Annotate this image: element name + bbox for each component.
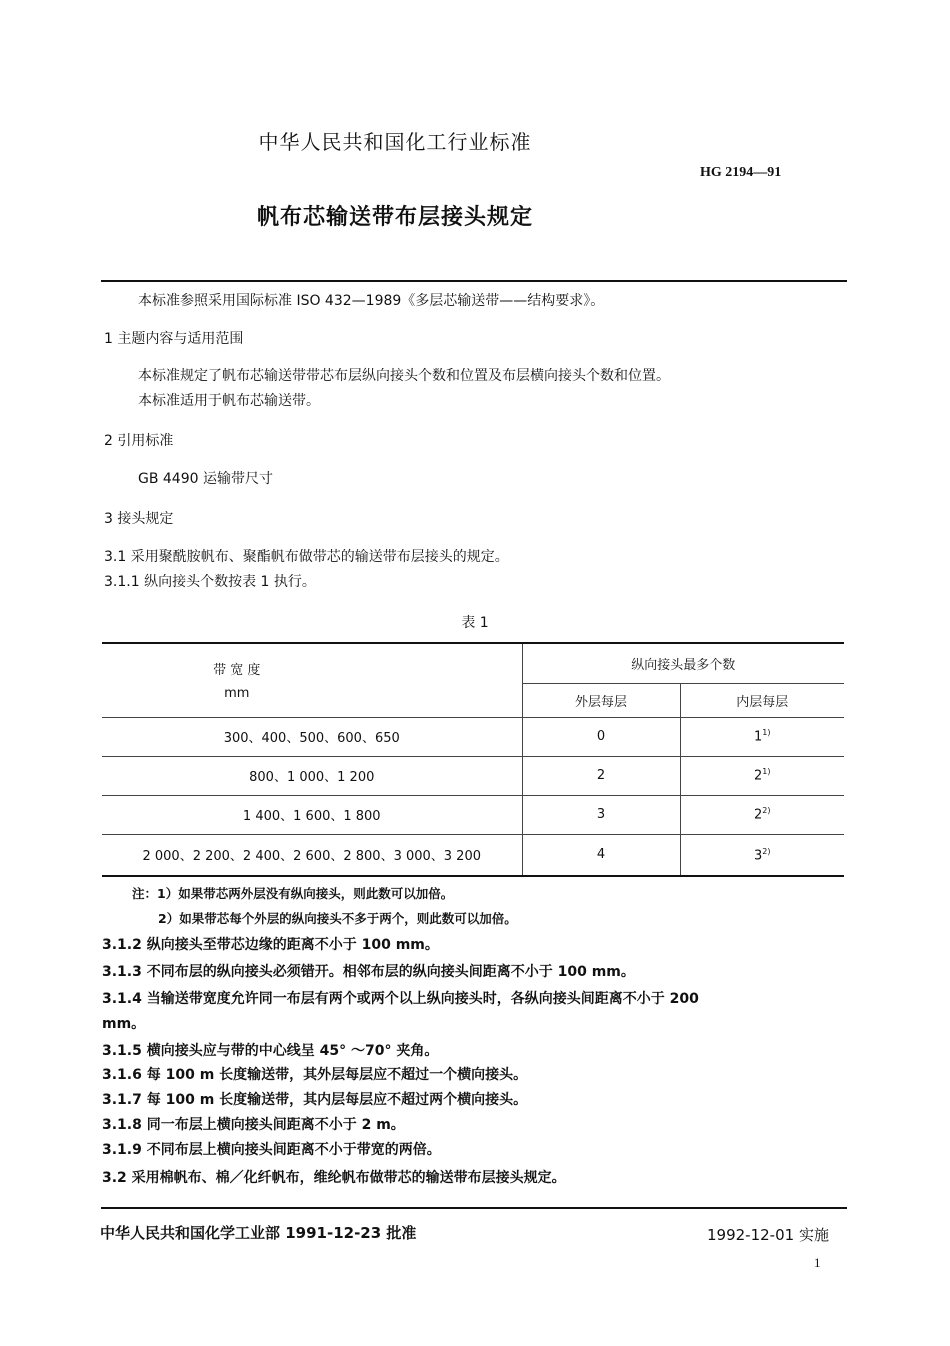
joint-count-table xyxy=(102,642,844,877)
cell-inner-value: 2 xyxy=(754,807,763,823)
header-outer-layer: 外层每层 xyxy=(522,683,680,717)
section-2-heading: 2 引用标准 xyxy=(104,433,174,449)
table-row xyxy=(102,834,844,876)
table-note-1: 注：1）如果带芯两外层没有纵向接头，则此数可以加倍。 xyxy=(132,886,454,901)
clause-3-1-2: 3.1.2 纵向接头至带芯边缘的距离不小于 100 mm。 xyxy=(102,937,439,953)
clause-3-1-1: 3.1.1 纵向接头个数按表 1 执行。 xyxy=(104,574,316,590)
section-2-paragraph: GB 4490 运输带尺寸 xyxy=(138,471,273,487)
page-number: 1 xyxy=(814,1255,821,1270)
intro-paragraph: 本标准参照采用国际标准 ISO 432—1989《多层芯输送带——结构要求》。 xyxy=(138,293,605,309)
clause-3-1-7: 3.1.7 每 100 m 长度输送带，其内层每层应不超过两个横向接头。 xyxy=(102,1092,528,1108)
cell-inner-value: 2 xyxy=(754,768,763,784)
footnote-ref: 1) xyxy=(762,728,771,738)
clause-3-1-3: 3.1.3 不同布层的纵向接头必须错开。相邻布层的纵向接头间距离不小于 100 mm。 xyxy=(102,964,635,980)
approval-line: 中华人民共和国化学工业部 1991-12-23 批准 xyxy=(100,1224,417,1242)
table-row xyxy=(102,717,844,756)
table-row xyxy=(102,795,844,834)
standard-code: HG 2194—91 xyxy=(700,165,782,180)
footnote-ref: 2) xyxy=(762,806,771,816)
section-1-paragraph-2: 本标准适用于帆布芯输送带。 xyxy=(138,393,320,409)
cell-width: 800、1 000、1 200 xyxy=(102,756,522,795)
clause-3-1-4: 3.1.4 当输送带宽度允许同一布层有两个或两个以上纵向接头时，各纵向接头间距离不小于 200 xyxy=(102,991,699,1007)
clause-3-1-5: 3.1.5 横向接头应与带的中心线呈 45° ～70° 夹角。 xyxy=(102,1043,439,1059)
section-3-heading: 3 接头规定 xyxy=(104,511,174,527)
cell-outer: 3 xyxy=(522,795,680,834)
clause-3-1-6: 3.1.6 每 100 m 长度输送带，其外层每层应不超过一个横向接头。 xyxy=(102,1067,528,1083)
cell-width: 300、400、500、600、650 xyxy=(102,717,522,756)
cell-width: 2 000、2 200、2 400、2 600、2 800、3 000、3 200 xyxy=(102,834,522,876)
cell-outer: 4 xyxy=(522,834,680,876)
cell-inner xyxy=(680,756,844,795)
section-1-heading: 1 主题内容与适用范围 xyxy=(104,331,244,347)
clause-3-2: 3.2 采用棉帆布、棉／化纤帆布，维纶帆布做带芯的输送带布层接头规定。 xyxy=(102,1170,566,1186)
footnote-ref: 1) xyxy=(762,767,771,777)
bottom-divider xyxy=(101,1207,847,1209)
clause-3-1-8: 3.1.8 同一布层上横向接头间距离不小于 2 m。 xyxy=(102,1117,405,1133)
cell-inner-value: 1 xyxy=(754,729,763,745)
table-note-2: 2）如果带芯每个外层的纵向接头不多于两个，则此数可以加倍。 xyxy=(158,911,517,926)
section-1-paragraph-1: 本标准规定了帆布芯输送带带芯布层纵向接头个数和位置及布层横向接头个数和位置。 xyxy=(138,368,670,384)
clause-3-1-9: 3.1.9 不同布层上横向接头间距离不小于带宽的两倍。 xyxy=(102,1142,441,1158)
cell-inner-value: 3 xyxy=(754,847,763,863)
top-divider xyxy=(101,280,847,282)
issuing-organization: 中华人民共和国化工行业标准 xyxy=(258,130,532,154)
table-caption: 表 1 xyxy=(461,615,489,631)
header-inner-layer: 内层每层 xyxy=(680,683,844,717)
cell-inner xyxy=(680,834,844,876)
cell-outer: 0 xyxy=(522,717,680,756)
header-width-label: 带 宽 度 xyxy=(213,663,261,679)
document-title: 帆布芯输送带布层接头规定 xyxy=(256,205,533,230)
cell-inner xyxy=(680,795,844,834)
header-max-joints: 纵向接头最多个数 xyxy=(522,643,844,683)
effective-date: 1992-12-01 实施 xyxy=(707,1226,829,1244)
cell-outer: 2 xyxy=(522,756,680,795)
cell-inner xyxy=(680,717,844,756)
header-width xyxy=(102,643,522,717)
table-row xyxy=(102,756,844,795)
clause-3-1: 3.1 采用聚酰胺帆布、聚酯帆布做带芯的输送带布层接头的规定。 xyxy=(104,549,509,565)
cell-width: 1 400、1 600、1 800 xyxy=(102,795,522,834)
clause-3-1-4-continued: mm。 xyxy=(102,1016,146,1032)
header-width-unit: mm xyxy=(224,686,250,702)
footnote-ref: 2) xyxy=(762,846,771,856)
